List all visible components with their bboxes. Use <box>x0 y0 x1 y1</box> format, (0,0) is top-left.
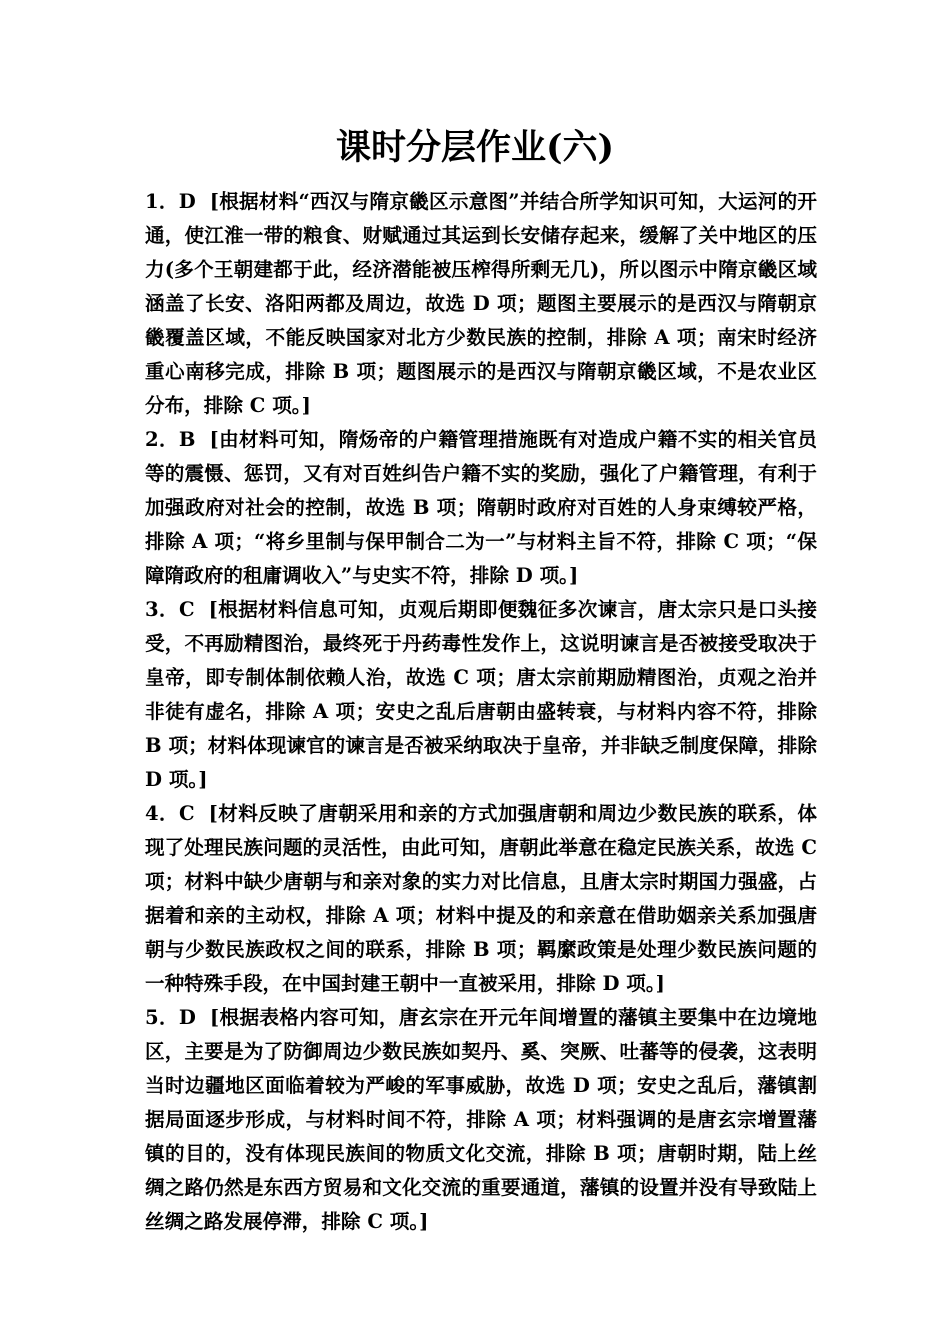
answer-number: 5． <box>145 1006 179 1029</box>
answer-item <box>145 185 817 423</box>
answer-explanation: [材料反映了唐朝采用和亲的方式加强唐朝和周边少数民族的联系，体现了处理民族问题的灵活性，由此可知，唐朝此举意在稳定民族关系，故选 C 项；材料中缺少唐朝与和亲对象的实力对比信息，且唐太宗时期国力强盛，占据着和亲的主动权，排除 A 项；材料中提及的和亲意在借助姻亲关系加强唐朝与少数民族政权之间的联系，排除 B 项；羁縻政策是处理少数民族问题的一种特殊手段，在中国封建王朝中一直被采用，排除 D 项。] <box>145 802 817 995</box>
answer-choice: B <box>178 428 196 451</box>
answer-number: 2． <box>145 428 179 451</box>
answer-item <box>145 593 817 797</box>
answer-number: 4． <box>145 802 179 825</box>
answer-number: 3． <box>145 598 179 621</box>
answer-item <box>145 423 817 593</box>
answer-item <box>145 797 817 1001</box>
answer-choice: D <box>178 190 196 213</box>
answer-choice: C <box>178 802 195 825</box>
answer-explanation: [根据材料“西汉与隋京畿区示意图”并结合所学知识可知，大运河的开通，使江淮一带的粮食、财赋通过其运到长安储存起来，缓解了关中地区的压力(多个王朝建都于此，经济潜能被压榨得所剩无几)，所以图示中隋京畿区域涵盖了长安、洛阳两都及周边，故选 D 项；题图主要展示的是西汉与隋朝京畿覆盖区域，不能反映国家对北方少数民族的控制，排除 A 项；南宋时经济重心南移完成，排除 B 项；题图展示的是西汉与隋朝京畿区域，不是农业区分布，排除 C 项。] <box>145 190 817 417</box>
answer-choice: C <box>178 598 195 621</box>
answer-explanation: [由材料可知，隋炀帝的户籍管理措施既有对造成户籍不实的相关官员等的震慑、惩罚，又有对百姓纠告户籍不实的奖励，强化了户籍管理，有利于加强政府对社会的控制，故选 B 项；隋朝时政府对百姓的人身束缚较严格，排除 A 项；“将乡里制与保甲制合二为一”与材料主旨不符，排除 C 项；“保障隋政府的租庸调收入”与史实不符，排除 D 项。] <box>145 428 817 587</box>
answer-list <box>145 185 817 1239</box>
answer-choice: D <box>178 1006 196 1029</box>
answer-explanation: [根据表格内容可知，唐玄宗在开元年间增置的藩镇主要集中在边境地区，主要是为了防御周边少数民族如契丹、奚、突厥、吐蕃等的侵袭，这表明当时边疆地区面临着较为严峻的军事威胁，故选 D 项；安史之乱后，藩镇割据局面逐步形成，与材料时间不符，排除 A 项；材料强调的是唐玄宗增置藩镇的目的，没有体现民族间的物质文化交流，排除 B 项；唐朝时期，陆上丝绸之路仍然是东西方贸易和文化交流的重要通道，藩镇的设置并没有导致陆上丝绸之路发展停滞，排除 C 项。] <box>145 1006 817 1233</box>
page-title: 课时分层作业(六) <box>335 127 615 168</box>
answer-number: 1． <box>145 190 179 213</box>
answer-explanation: [根据材料信息可知，贞观后期即便魏征多次谏言，唐太宗只是口头接受，不再励精图治，最终死于丹药毒性发作上，这说明谏言是否被接受取决于皇帝，即专制体制依赖人治，故选 C 项；唐太宗前期励精图治，贞观之治并非徒有虚名，排除 A 项；安史之乱后唐朝由盛转衰，与材料内容不符，排除 B 项；材料体现谏官的谏言是否被采纳取决于皇帝，并非缺乏制度保障，排除 D 项。] <box>145 598 817 791</box>
answer-item <box>145 1001 817 1239</box>
